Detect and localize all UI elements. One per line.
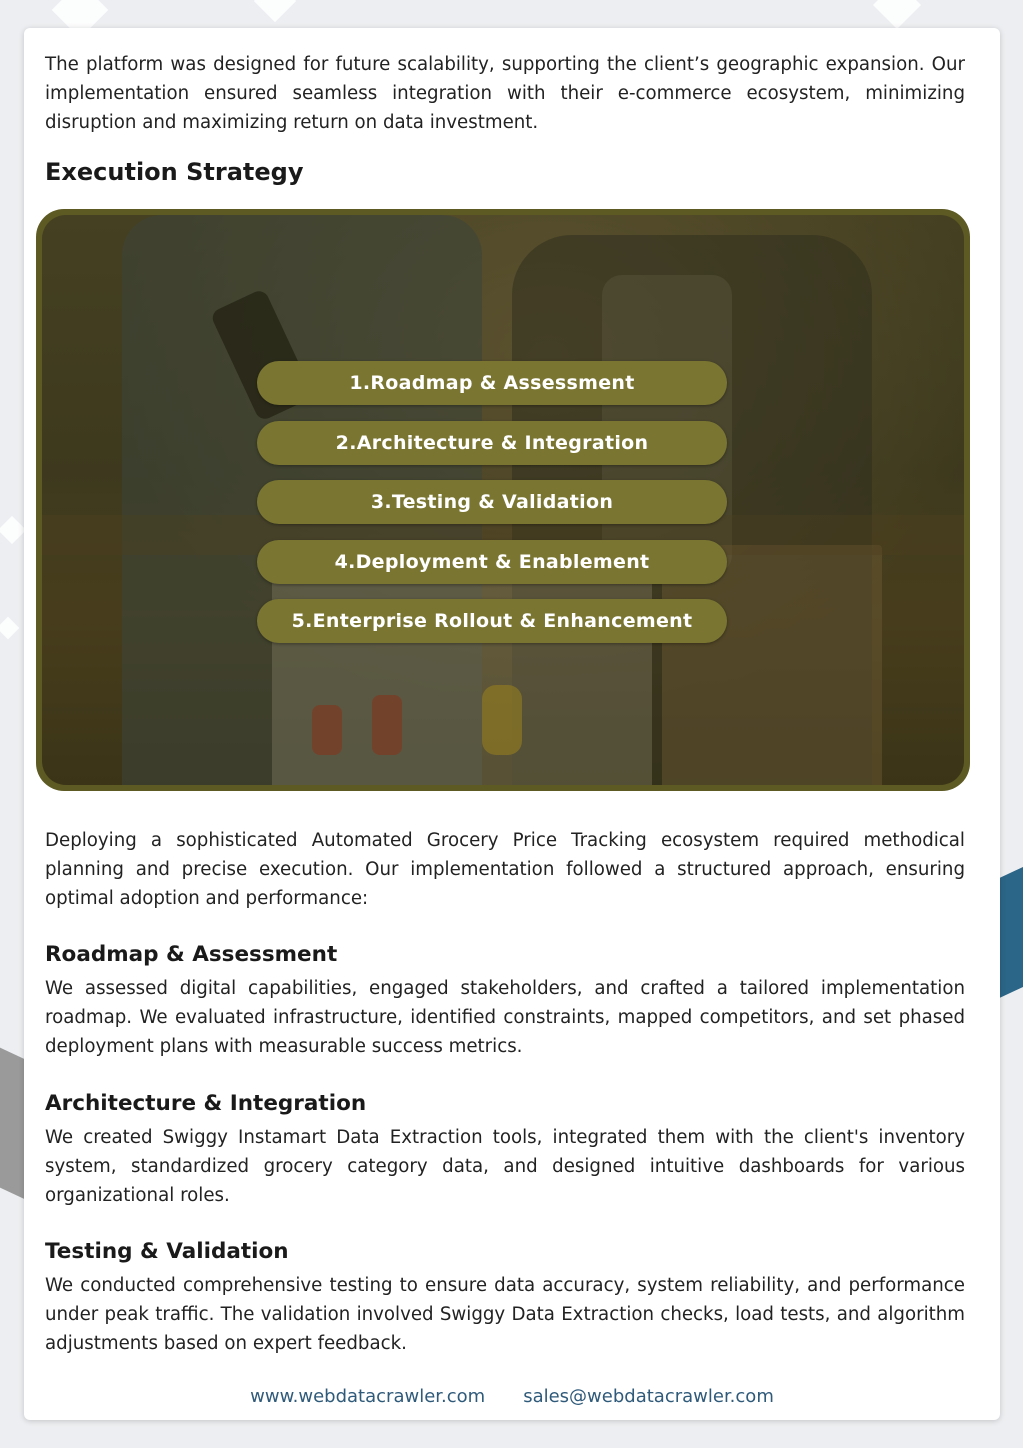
background-decoration (0, 516, 26, 544)
overview-paragraph: Deploying a sophisticated Automated Grocery Price Tracking ecosystem required methodical planning and precise execution. Our implementation followed a structured approach, ensuring optimal adoption and performance: (45, 830, 965, 909)
intro-paragraph: The platform was designed for future scalability, supporting the client’s geographic expansion. Our implementation ensured seamless integration with their e-commerce ecosystem, minimizing disruption and maximizing return on data investment. (45, 54, 965, 133)
section-heading-architecture: Architecture & Integration (45, 1091, 367, 1116)
execution-strategy-heading: Execution Strategy (45, 158, 304, 186)
section-text-roadmap: We assessed digital capabilities, engaged stakeholders, and crafted a tailored implementation roadmap. We evaluated infrastructure, identified constraints, mapped competitors, and set phased deployment plans with measurable success metrics. (45, 978, 965, 1057)
background-decoration (873, 0, 921, 29)
step-pill: 4.Deployment & Enablement (257, 540, 727, 584)
document-page (24, 28, 1000, 1420)
step-pill: 2.Architecture & Integration (257, 421, 727, 465)
section-text-testing: We conducted comprehensive testing to ensure data accuracy, system reliability, and performance under peak traffic. The validation involved Swiggy Data Extraction checks, load tests, and algorithm adjustments based on expert feedback. (45, 1275, 965, 1354)
website-link[interactable]: www.webdatacrawler.com (250, 1386, 486, 1407)
step-pill: 3.Testing & Validation (257, 480, 727, 524)
background-decoration (0, 617, 19, 640)
section-heading-testing: Testing & Validation (45, 1239, 289, 1264)
grocery-shopping-photo-icon (42, 215, 964, 785)
background-decoration (254, 0, 296, 22)
section-heading-roadmap: Roadmap & Assessment (45, 942, 338, 967)
step-pill: 1.Roadmap & Assessment (257, 361, 727, 405)
email-link[interactable]: sales@webdatacrawler.com (523, 1386, 774, 1407)
step-pill: 5.Enterprise Rollout & Enhancement (257, 599, 727, 643)
page-footer (24, 1386, 1000, 1407)
execution-steps-list (257, 361, 727, 659)
section-text-architecture: We created Swiggy Instamart Data Extraction tools, integrated them with the client's inventory system, standardized grocery category data, and designed intuitive dashboards for various organizational roles. (45, 1127, 965, 1206)
execution-strategy-image (36, 209, 970, 791)
